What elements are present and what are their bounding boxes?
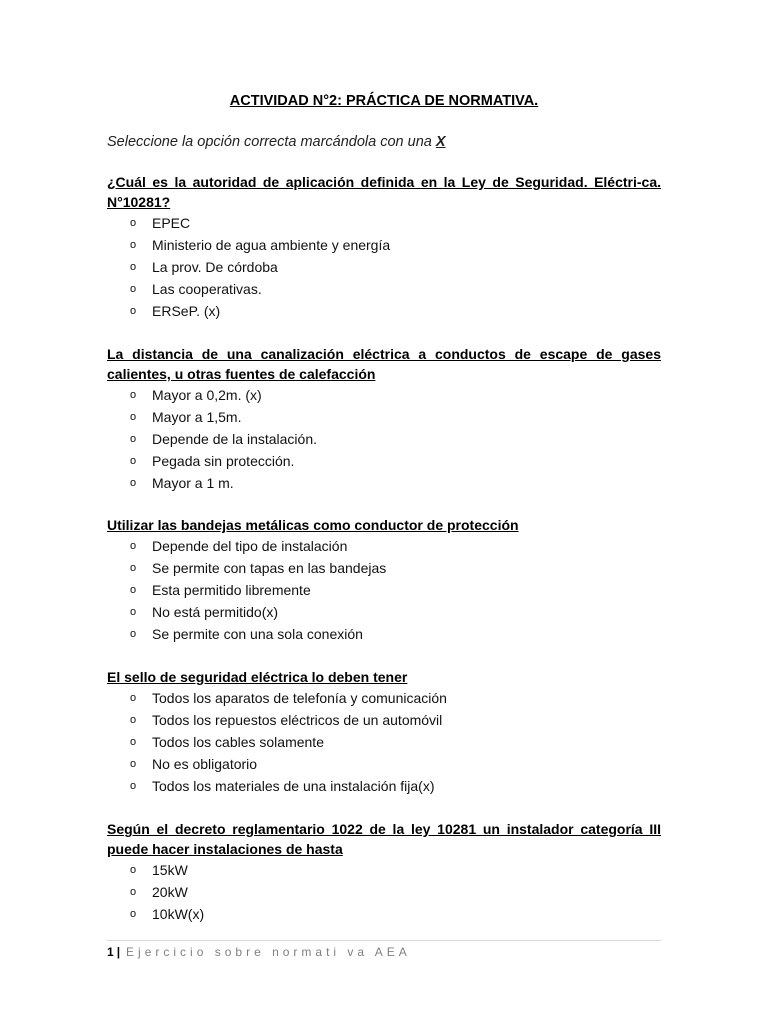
option-label: 10kW(x) [152, 906, 205, 922]
option-label: Ministerio de agua ambiente y energía [152, 237, 391, 253]
instruction-mark: X [435, 134, 446, 150]
option-item[interactable] [107, 881, 661, 903]
bullet-icon: o [130, 433, 137, 445]
option-list [107, 859, 661, 925]
bullet-icon: o [130, 239, 137, 251]
question-text: El sello de seguridad eléctrica lo deben tener [107, 669, 408, 685]
option-label: La prov. De córdoba [152, 259, 278, 275]
option-item[interactable] [107, 903, 661, 925]
question-text: La distancia de una canalización eléctrica a conductos de escape de gases calientes, u otras fuentes de calefacción [107, 346, 661, 382]
option-item[interactable] [107, 472, 661, 494]
footer-text: Ejercicio sobre normati va AEA [126, 945, 411, 959]
option-label: Se permite con una sola conexión [152, 626, 363, 642]
option-list [107, 212, 661, 322]
option-item[interactable] [107, 384, 661, 406]
footer-divider [107, 940, 661, 941]
option-label: Mayor a 0,2m. (x) [152, 387, 262, 403]
option-item[interactable] [107, 775, 661, 797]
option-item[interactable] [107, 256, 661, 278]
bullet-icon: o [130, 780, 137, 792]
page-number: 1 [107, 945, 114, 959]
option-item[interactable] [107, 212, 661, 234]
question-1 [107, 172, 661, 322]
option-label: EPEC [152, 215, 191, 231]
bullet-icon: o [130, 584, 137, 596]
option-label: Mayor a 1 m. [152, 475, 234, 491]
bullet-icon: o [130, 886, 137, 898]
option-label: No es obligatorio [152, 756, 258, 772]
bullet-icon: o [130, 714, 137, 726]
option-item[interactable] [107, 753, 661, 775]
question-3 [107, 515, 661, 645]
bullet-icon: o [130, 758, 137, 770]
option-list [107, 687, 661, 797]
option-label: ERSeP. (x) [152, 303, 221, 319]
option-label: 15kW [152, 862, 188, 878]
question-4 [107, 667, 661, 797]
option-label: Pegada sin protección. [152, 453, 295, 469]
footer-separator: | [116, 945, 121, 959]
bullet-icon: o [130, 305, 137, 317]
question-5 [107, 819, 661, 925]
bullet-icon: o [130, 540, 137, 552]
option-item[interactable] [107, 731, 661, 753]
bullet-icon: o [130, 692, 137, 704]
option-item[interactable] [107, 579, 661, 601]
bullet-icon: o [130, 562, 137, 574]
option-item[interactable] [107, 450, 661, 472]
bullet-icon: o [130, 389, 137, 401]
option-label: Todos los aparatos de telefonía y comunicación [152, 690, 447, 706]
option-item[interactable] [107, 687, 661, 709]
option-label: Todos los cables solamente [152, 734, 324, 750]
bullet-icon: o [130, 628, 137, 640]
option-list [107, 384, 661, 494]
option-label: Depende de la instalación. [152, 431, 318, 447]
option-item[interactable] [107, 709, 661, 731]
option-label: No está permitido(x) [152, 604, 279, 620]
question-text: Utilizar las bandejas metálicas como conductor de protección [107, 517, 519, 533]
option-item[interactable] [107, 234, 661, 256]
option-item[interactable] [107, 557, 661, 579]
option-item[interactable] [107, 428, 661, 450]
option-item[interactable] [107, 278, 661, 300]
page-footer [107, 944, 411, 960]
option-label: Todos los repuestos eléctricos de un automóvil [152, 712, 443, 728]
document-title: ACTIVIDAD N°2: PRÁCTICA DE NORMATIVA. [229, 93, 539, 109]
option-label: Mayor a 1,5m. [152, 409, 242, 425]
option-list [107, 535, 661, 645]
bullet-icon: o [130, 736, 137, 748]
bullet-icon: o [130, 455, 137, 467]
bullet-icon: o [130, 606, 137, 618]
option-item[interactable] [107, 859, 661, 881]
question-text: ¿Cuál es la autoridad de aplicación definida en la Ley de Seguridad. Eléctri-ca. N°10281? [107, 174, 661, 210]
instruction-text [107, 132, 446, 152]
option-label: Se permite con tapas en las bandejas [152, 560, 387, 576]
instruction-label: Seleccione la opción correcta marcándola con una [107, 134, 432, 150]
option-label: Las cooperativas. [152, 281, 262, 297]
bullet-icon: o [130, 261, 137, 273]
question-text: Según el decreto reglamentario 1022 de la ley 10281 un instalador categoría III puede hacer instalaciones de hasta [107, 821, 661, 857]
bullet-icon: o [130, 908, 137, 920]
option-label: 20kW [152, 884, 188, 900]
bullet-icon: o [130, 217, 137, 229]
bullet-icon: o [130, 411, 137, 423]
option-label: Esta permitido libremente [152, 582, 311, 598]
option-item[interactable] [107, 623, 661, 645]
bullet-icon: o [130, 864, 137, 876]
option-item[interactable] [107, 406, 661, 428]
option-item[interactable] [107, 535, 661, 557]
option-item[interactable] [107, 300, 661, 322]
bullet-icon: o [130, 283, 137, 295]
bullet-icon: o [130, 477, 137, 489]
option-label: Depende del tipo de instalación [152, 538, 348, 554]
option-label: Todos los materiales de una instalación fija(x) [152, 778, 435, 794]
question-2 [107, 344, 661, 494]
option-item[interactable] [107, 601, 661, 623]
